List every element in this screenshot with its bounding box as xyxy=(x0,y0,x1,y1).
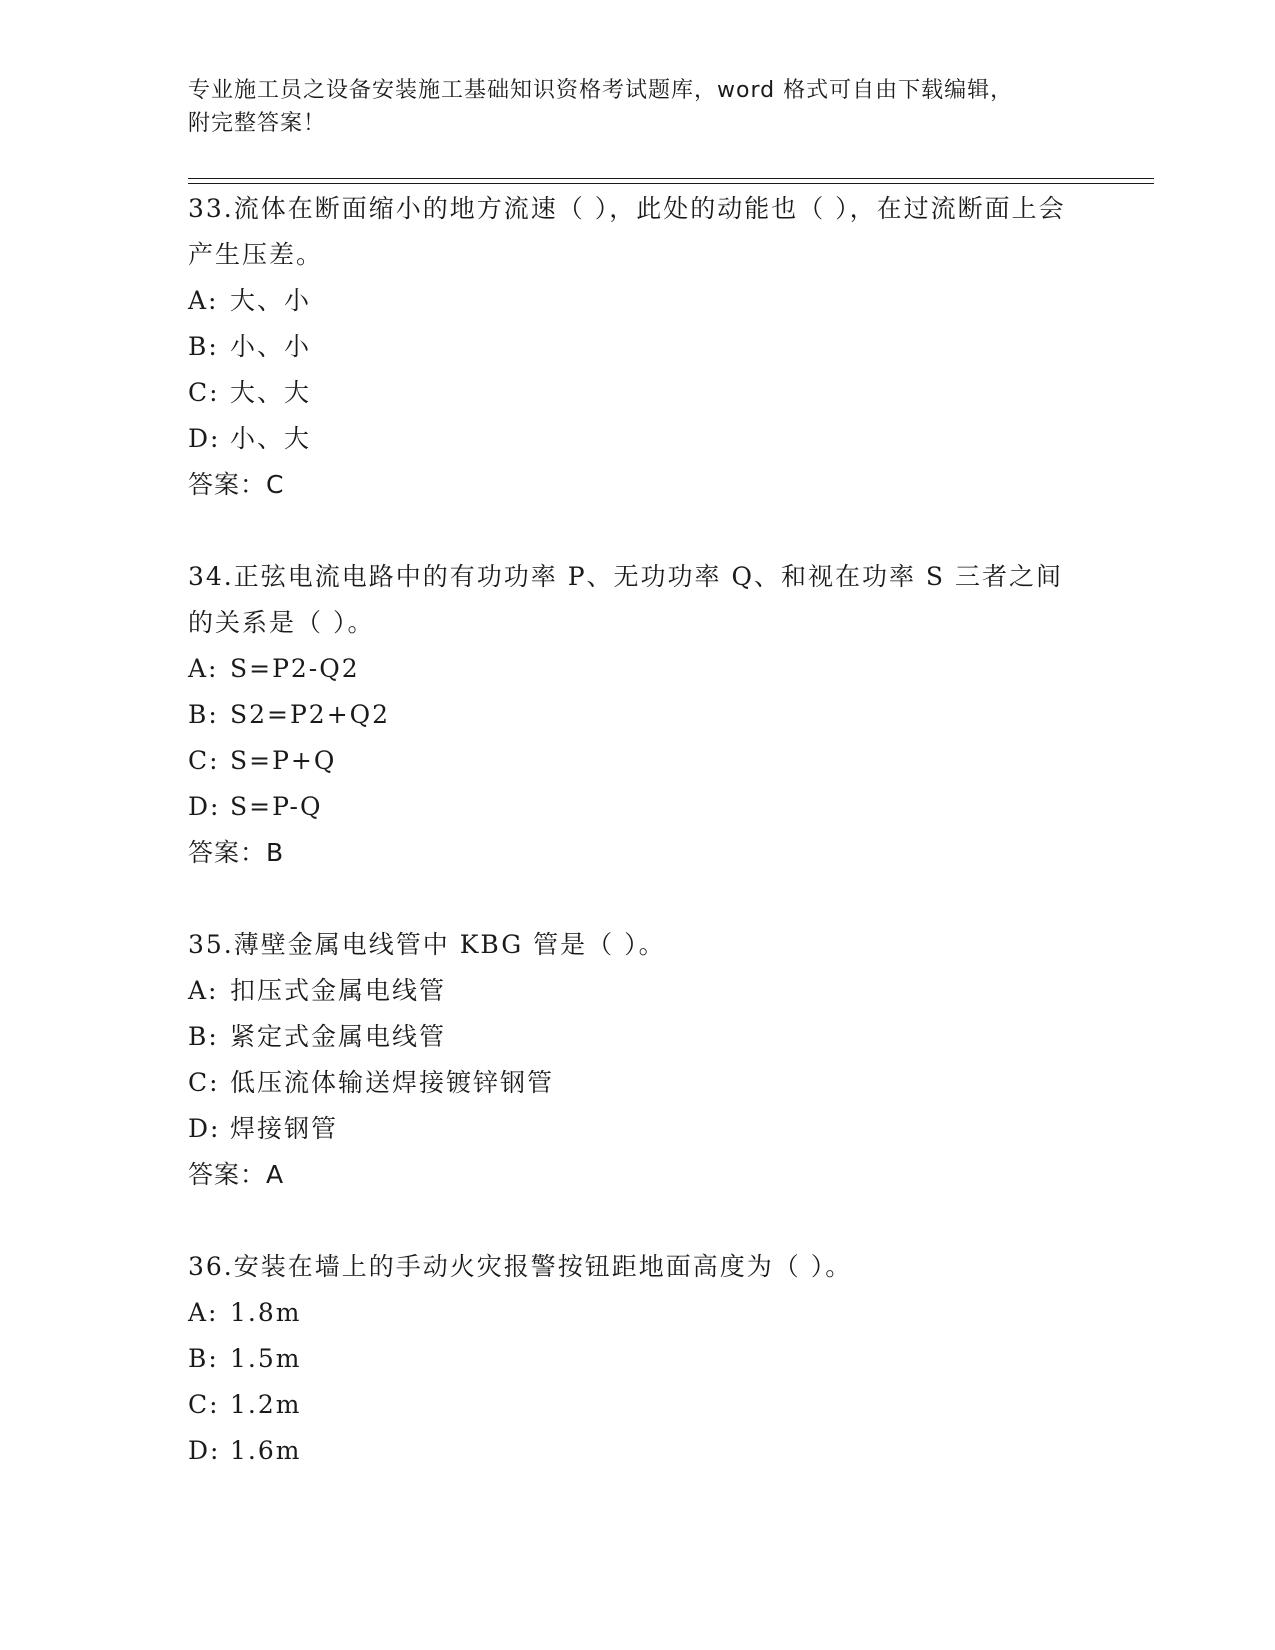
option-text: S=P-Q xyxy=(230,792,323,821)
option-b xyxy=(188,1336,1088,1382)
option-letter: D: xyxy=(188,424,221,453)
header-divider-bottom xyxy=(188,183,1154,184)
option-text: S=P+Q xyxy=(230,746,337,775)
question-36 xyxy=(188,1244,1088,1474)
option-text: 1.6m xyxy=(230,1436,302,1465)
option-text: S2=P2+Q2 xyxy=(230,700,391,729)
option-text: 1.8m xyxy=(230,1298,302,1327)
option-letter: A: xyxy=(188,654,219,683)
header-divider-top xyxy=(188,178,1154,179)
option-text: 低压流体输送焊接镀锌钢管 xyxy=(230,1068,555,1097)
answer-line: 答案：A xyxy=(188,1160,285,1189)
option-letter: B: xyxy=(188,332,219,361)
question-35 xyxy=(188,922,1088,1198)
option-c xyxy=(188,1382,1088,1428)
question-34 xyxy=(188,554,1088,876)
option-text: 1.5m xyxy=(230,1344,302,1373)
option-c xyxy=(188,370,1088,416)
option-text: 大、大 xyxy=(230,378,312,407)
option-text: 扣压式金属电线管 xyxy=(230,976,447,1005)
option-d xyxy=(188,1428,1088,1474)
option-text: 小、小 xyxy=(230,332,312,361)
answer-line: 答案：C xyxy=(188,470,285,499)
option-letter: D: xyxy=(188,1114,221,1143)
option-c xyxy=(188,738,1088,784)
option-letter: D: xyxy=(188,792,221,821)
option-text: 1.2m xyxy=(230,1390,302,1419)
question-stem: 34.正弦电流电路中的有功功率 P、无功功率 Q、和视在功率 S 三者之间的关系是（ ）。 xyxy=(188,562,1063,637)
question-stem: 36.安装在墙上的手动火灾报警按钮距地面高度为（ ）。 xyxy=(188,1252,853,1281)
option-a xyxy=(188,278,1088,324)
option-b xyxy=(188,1014,1088,1060)
option-letter: D: xyxy=(188,1436,221,1465)
header-line-1: 专业施工员之设备安装施工基础知识资格考试题库，word 格式可自由下载编辑， xyxy=(188,78,1014,103)
option-a xyxy=(188,968,1088,1014)
option-letter: C: xyxy=(188,746,220,775)
option-letter: A: xyxy=(188,286,219,315)
option-a xyxy=(188,1290,1088,1336)
option-letter: C: xyxy=(188,378,220,407)
option-text: 紧定式金属电线管 xyxy=(230,1022,447,1051)
option-c xyxy=(188,1060,1088,1106)
option-letter: B: xyxy=(188,1022,219,1051)
answer-line: 答案：B xyxy=(188,838,285,867)
option-d xyxy=(188,784,1088,830)
option-b xyxy=(188,324,1088,370)
option-letter: A: xyxy=(188,976,219,1005)
option-d xyxy=(188,1106,1088,1152)
option-letter: B: xyxy=(188,1344,219,1373)
header-line-2: 附完整答案！ xyxy=(188,111,327,136)
option-letter: C: xyxy=(188,1068,220,1097)
question-33 xyxy=(188,186,1088,508)
option-d xyxy=(188,416,1088,462)
option-letter: B: xyxy=(188,700,219,729)
option-text: 焊接钢管 xyxy=(230,1114,339,1143)
question-stem: 35.薄壁金属电线管中 KBG 管是（ ）。 xyxy=(188,930,666,959)
option-text: 大、小 xyxy=(230,286,312,315)
option-b xyxy=(188,692,1088,738)
option-letter: A: xyxy=(188,1298,219,1327)
document-header xyxy=(188,74,1088,140)
question-stem: 33.流体在断面缩小的地方流速（ ），此处的动能也（ ），在过流断面上会产生压差。 xyxy=(188,194,1066,269)
option-letter: C: xyxy=(188,1390,220,1419)
option-a xyxy=(188,646,1088,692)
option-text: 小、大 xyxy=(230,424,312,453)
option-text: S=P2-Q2 xyxy=(230,654,360,683)
